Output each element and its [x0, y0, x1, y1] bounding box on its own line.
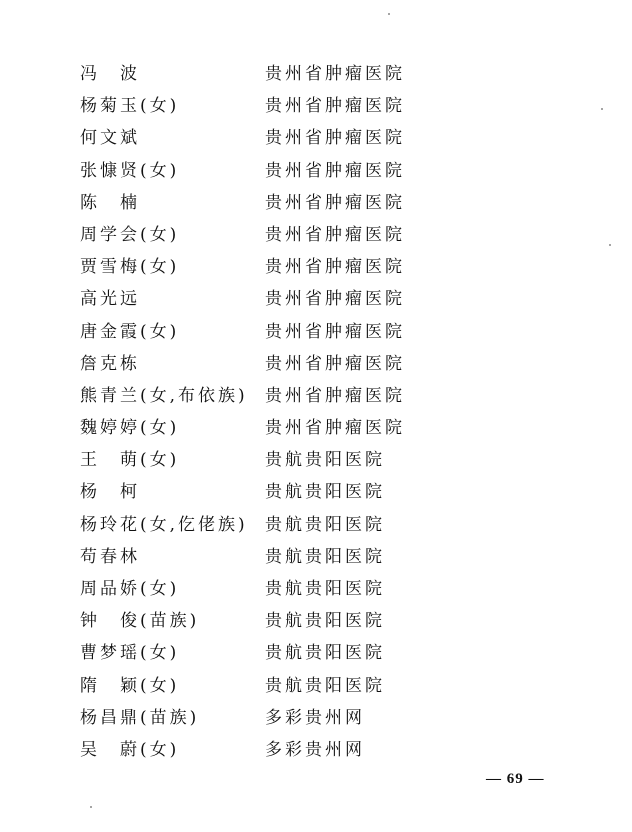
person-name: 杨菊玉(女) — [80, 96, 180, 117]
person-name: 贾雪梅(女) — [80, 257, 180, 278]
work-unit: 贵航贵阳医院 — [265, 450, 385, 471]
list-item — [80, 541, 540, 573]
list-item — [80, 573, 540, 605]
work-unit: 贵州省肿瘤医院 — [265, 192, 405, 213]
person-name: 杨玲花(女,仡佬族) — [80, 514, 248, 535]
person-name: 魏婷婷(女) — [80, 418, 180, 439]
list-item — [80, 605, 540, 637]
person-name: 周学会(女) — [80, 224, 180, 245]
scan-speck — [609, 244, 611, 246]
list-item — [80, 412, 540, 444]
work-unit: 多彩贵州网 — [265, 707, 365, 728]
list-item — [80, 155, 540, 187]
person-name: 熊青兰(女,布依族) — [80, 385, 248, 406]
scan-speck — [601, 108, 603, 110]
list-item — [80, 58, 540, 90]
list-item — [80, 476, 540, 508]
work-unit: 贵州省肿瘤医院 — [265, 321, 405, 342]
person-name: 冯 波 — [80, 64, 140, 84]
person-name: 王 萌(女) — [80, 450, 180, 471]
scan-speck — [90, 806, 92, 808]
work-unit: 贵航贵阳医院 — [265, 579, 385, 599]
list-item — [80, 316, 540, 348]
person-name: 周品娇(女) — [80, 579, 180, 599]
person-name: 陈 楠 — [80, 192, 140, 213]
work-unit: 贵航贵阳医院 — [265, 514, 385, 535]
person-name: 隋 颖(女) — [80, 675, 180, 696]
page-number: — 69 — — [486, 771, 545, 787]
work-unit: 贵航贵阳医院 — [265, 675, 385, 696]
list-item — [80, 670, 540, 702]
work-unit: 贵航贵阳医院 — [265, 546, 385, 567]
work-unit: 贵州省肿瘤医院 — [265, 160, 405, 181]
list-item — [80, 734, 540, 766]
work-unit: 贵州省肿瘤医院 — [265, 96, 405, 117]
list-item — [80, 702, 540, 734]
person-name: 高光远 — [80, 289, 140, 310]
work-unit: 贵州省肿瘤医院 — [265, 257, 405, 278]
name-list — [80, 58, 540, 766]
list-item — [80, 348, 540, 380]
list-item — [80, 251, 540, 283]
list-item — [80, 380, 540, 412]
work-unit: 贵州省肿瘤医院 — [265, 418, 405, 439]
person-name: 杨昌鼎(苗族) — [80, 707, 200, 728]
list-item — [80, 509, 540, 541]
work-unit: 贵州省肿瘤医院 — [265, 353, 405, 374]
person-name: 杨 柯 — [80, 482, 140, 503]
work-unit: 贵航贵阳医院 — [265, 643, 385, 664]
list-item — [80, 122, 540, 154]
work-unit: 贵州省肿瘤医院 — [265, 385, 405, 406]
list-item — [80, 219, 540, 251]
work-unit: 贵航贵阳医院 — [265, 611, 385, 632]
list-item — [80, 283, 540, 315]
person-name: 何文斌 — [80, 128, 140, 149]
person-name: 唐金霞(女) — [80, 321, 180, 342]
work-unit: 贵州省肿瘤医院 — [265, 64, 405, 84]
person-name: 吴 蔚(女) — [80, 739, 180, 760]
scan-speck — [388, 13, 390, 15]
person-name: 苟春林 — [80, 546, 140, 567]
work-unit: 贵州省肿瘤医院 — [265, 128, 405, 149]
person-name: 詹克栋 — [80, 353, 140, 374]
person-name: 钟 俊(苗族) — [80, 611, 200, 632]
list-item — [80, 637, 540, 669]
list-item — [80, 444, 540, 476]
work-unit: 多彩贵州网 — [265, 739, 365, 760]
list-item — [80, 90, 540, 122]
work-unit: 贵州省肿瘤医院 — [265, 289, 405, 310]
list-item — [80, 187, 540, 219]
person-name: 曹梦瑶(女) — [80, 643, 180, 664]
person-name: 张慷贤(女) — [80, 160, 180, 181]
work-unit: 贵州省肿瘤医院 — [265, 224, 405, 245]
work-unit: 贵航贵阳医院 — [265, 482, 385, 503]
